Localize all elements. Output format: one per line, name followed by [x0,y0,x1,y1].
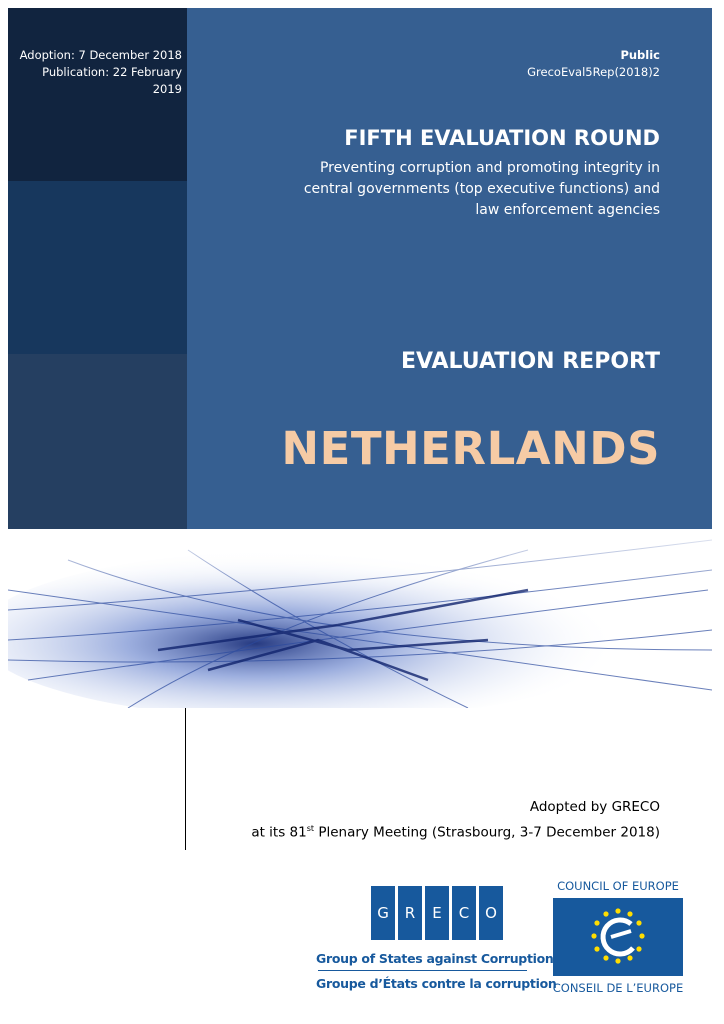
document-meta [527,47,660,81]
greco-letter: R [398,886,422,940]
greco-logo-rule [318,970,527,971]
dates-block [14,47,182,98]
greco-logo-letters [371,886,503,940]
greco-letter: C [452,886,476,940]
plenary-prefix: at its 81 [251,824,307,841]
round-title: FIFTH EVALUATION ROUND [344,126,660,150]
round-subtitle [280,158,660,221]
publication-date: Publication: 22 February 2019 [42,65,182,96]
greco-name-en: Group of States against Corruption [316,951,554,966]
adopted-by-line: Adopted by GRECO [529,799,660,815]
country-title: NETHERLANDS [281,422,660,475]
reference-code: GrecoEval5Rep(2018)2 [527,65,660,79]
header-block-navy [8,181,187,354]
report-title: EVALUATION REPORT [400,349,660,374]
header-block-slate [8,354,187,529]
coe-stars-emblem-icon [553,898,683,976]
round-subtitle-line: central governments (top executive functions) and [303,181,660,197]
round-subtitle-line: Preventing corruption and promoting integrity in [319,160,660,176]
coe-name-fr: CONSEIL DE L’EUROPE [552,981,684,995]
greco-letter: G [371,886,395,940]
abstract-light-streaks-image [8,530,712,708]
vertical-divider [185,708,186,850]
ordinal-suffix: st [306,824,315,833]
plenary-suffix: Plenary Meeting (Strasbourg, 3-7 December 2018) [314,824,660,841]
adoption-date: Adoption: 7 December 2018 [19,48,182,62]
round-subtitle-line: law enforcement agencies [475,202,660,218]
plenary-meeting-line [251,818,660,844]
adoption-note [251,797,660,844]
greco-name-fr: Groupe d’États contre la corruption [316,976,557,991]
status-label: Public [620,48,660,62]
greco-letter: E [425,886,449,940]
greco-letter: O [479,886,503,940]
coe-name-en: COUNCIL OF EUROPE [557,879,679,893]
